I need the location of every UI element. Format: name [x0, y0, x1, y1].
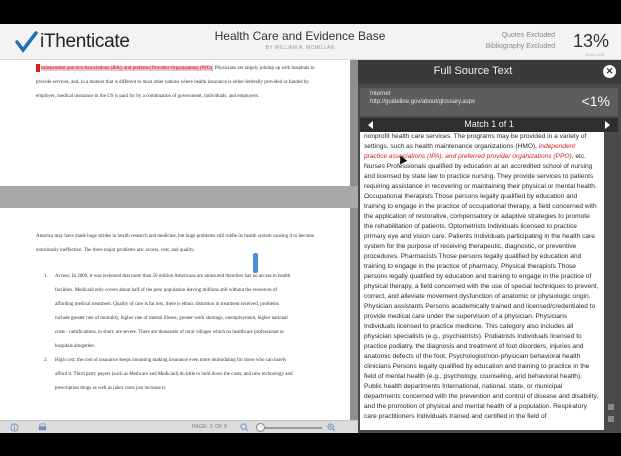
full-source-text-panel — [358, 60, 621, 433]
source-text-before: nonprofit health care services. The programs may be provided in a variety of settings, such as health maintenance organizations (HMO), — [364, 133, 587, 150]
source-type: Internet — [370, 91, 391, 97]
similarity-label: SIMILAR — [585, 52, 605, 57]
source-text-match: independent practice associations (IPA), and preferred provider organizations (PPO) — [364, 143, 576, 160]
bibliography-excluded-label[interactable]: Bibliography Excluded — [485, 43, 555, 50]
top-black-bar — [0, 0, 621, 24]
document-viewer[interactable] — [0, 60, 358, 420]
list-item: 1. Access: In 2009, it was reckoned that more than 50 million Americans are uninsured therefore has no access to health facilities. Medicaid only covers about half of the poor population leaving millions still without the resources of affording medical treatment. Quality of care is far less, there is ethnic distortion in treatment received, problems include greater rate of mortality, higher rate of mental illness, greater work shortage, unemployment, higher national costs - ramifications, in short, are severe. There are thousands of rural villages which no healthcare professional or hospitals altogether. — [44, 274, 291, 349]
source-text-after: , etc. Nurses Professionals qualified by education at an accredited school of nursing and licensed by state law to practice nursing. They provide services to patients requiring assistance in recovering or maintaining their physical or mental health. Occupational therapists Those persons legally qualified by education and training to engage in the practice of occupational therapy, a field concerned with the application of restorative, compensatory or adaptive strategies to promote the rehabilitation of patients. Optometrists Individuals licensed to practice primary eye and vision care. Patients Individuals participating in the health care system for the purpose of receiving therapeutic, diagnostic, or preventive procedures. Pharmacists Those persons legally qualified by education and training to engage in the practice of pharmacy. Physical therapists Those persons legally qualified by education and training to engage in the practice of physical therapy, a field concerned with the use of special techniques to prevent, correct, and alleviate movement dysfunction of anatomic or physiologic origin. Physician assistants Persons academically trained and licensed/credentialed to provide medical care under the supervision of a physician. Physicians Individuals licensed to practice medicine. This category also includes all physician specialists (e.g., psychiatrists). Podiatrists Individuals licensed to practice podiatry, the diagnosis and treatment of foot disorders, injuries and anatomic defects of the foot. Psychologist/non-physician behavioral health clinicians Persons legally qualified by education and training to practice in the field of mental health (e.g., psychology, counseling, and behavioral health). Public health departments International, national, state, or municipal departments concerned with the prevention and control of disease and disability, and the promotion of physical and mental health of a population. Respiratory care practitioners Individuals trained and certified in the field of — [364, 153, 599, 420]
source-scrollbar[interactable] — [604, 132, 618, 430]
bottom-black-bar — [0, 433, 621, 456]
matched-text-highlight[interactable]: Independent practice Associations (IPA), and preferred Provider Organizations (PPO). — [41, 66, 214, 71]
scroll-up-icon[interactable] — [608, 404, 614, 410]
zoom-slider-knob[interactable] — [256, 423, 265, 432]
page-indicator: PAGE: 2 OF 8 — [192, 424, 228, 430]
panel-title: Full Source Text — [433, 65, 513, 77]
source-percent: <1% — [581, 93, 610, 109]
source-info-box[interactable] — [360, 88, 618, 116]
document-page-2 — [0, 208, 350, 420]
logo-text: iThenticate — [40, 31, 130, 52]
match-marker[interactable] — [36, 64, 40, 72]
zoom-slider-track[interactable] — [262, 427, 322, 429]
scrollbar-thumb[interactable] — [253, 253, 258, 273]
ithenticate-logo[interactable] — [14, 30, 130, 54]
page1-text — [36, 62, 326, 104]
close-icon[interactable]: ✕ — [603, 65, 616, 78]
print-icon[interactable] — [38, 423, 47, 432]
zoom-out-icon[interactable] — [240, 423, 249, 432]
page-edge — [350, 208, 358, 420]
info-icon[interactable] — [10, 423, 19, 432]
page2-intro: America may have made huge strides in health research and medicine, but huge problems still riddle its health system causing it to become notoriously ineffective. The three major problems are: access, cost, and quality. — [36, 234, 315, 253]
source-url[interactable]: http://guideline.gov/about/glossary.aspx — [370, 99, 475, 105]
quotes-excluded-label[interactable]: Quotes Excluded — [501, 32, 555, 39]
document-author: BY WILLIAM R. MCMILLAN — [265, 45, 335, 51]
similarity-score: 13% — [572, 31, 609, 51]
match-label: Match 1 of 1 — [464, 119, 514, 129]
source-text-content[interactable] — [360, 132, 604, 430]
scroll-down-icon[interactable] — [608, 416, 614, 422]
page1-body: Physicians are largely joining up with hospitals to provide services, and, in a manner that is different to most other nations where health insurance is either federally provided or funded by employer, medical insurance in the US is paid for by a combination of government, individuals, and employers. — [36, 66, 315, 99]
list-item: 2. High cost: the cost of insurance keeps mounting making insurance even more intimidating for those who can barely afford it. Third party payers (such as Medicare and Medicaid) do little to hold down the costs, and new technology and prescription drugs as well as labor costs just increase it. — [44, 358, 293, 391]
checkmark-logo-icon — [14, 30, 38, 54]
zoom-in-icon[interactable] — [327, 423, 336, 432]
app-header — [0, 24, 621, 60]
match-navigation — [360, 118, 618, 132]
document-title: Health Care and Evidence Base — [214, 29, 386, 43]
problems-list — [44, 270, 294, 396]
panel-header — [358, 60, 621, 84]
document-footer-toolbar — [0, 420, 358, 433]
document-page-1 — [0, 60, 350, 186]
next-match-icon[interactable] — [605, 121, 610, 129]
page-edge — [350, 60, 358, 186]
